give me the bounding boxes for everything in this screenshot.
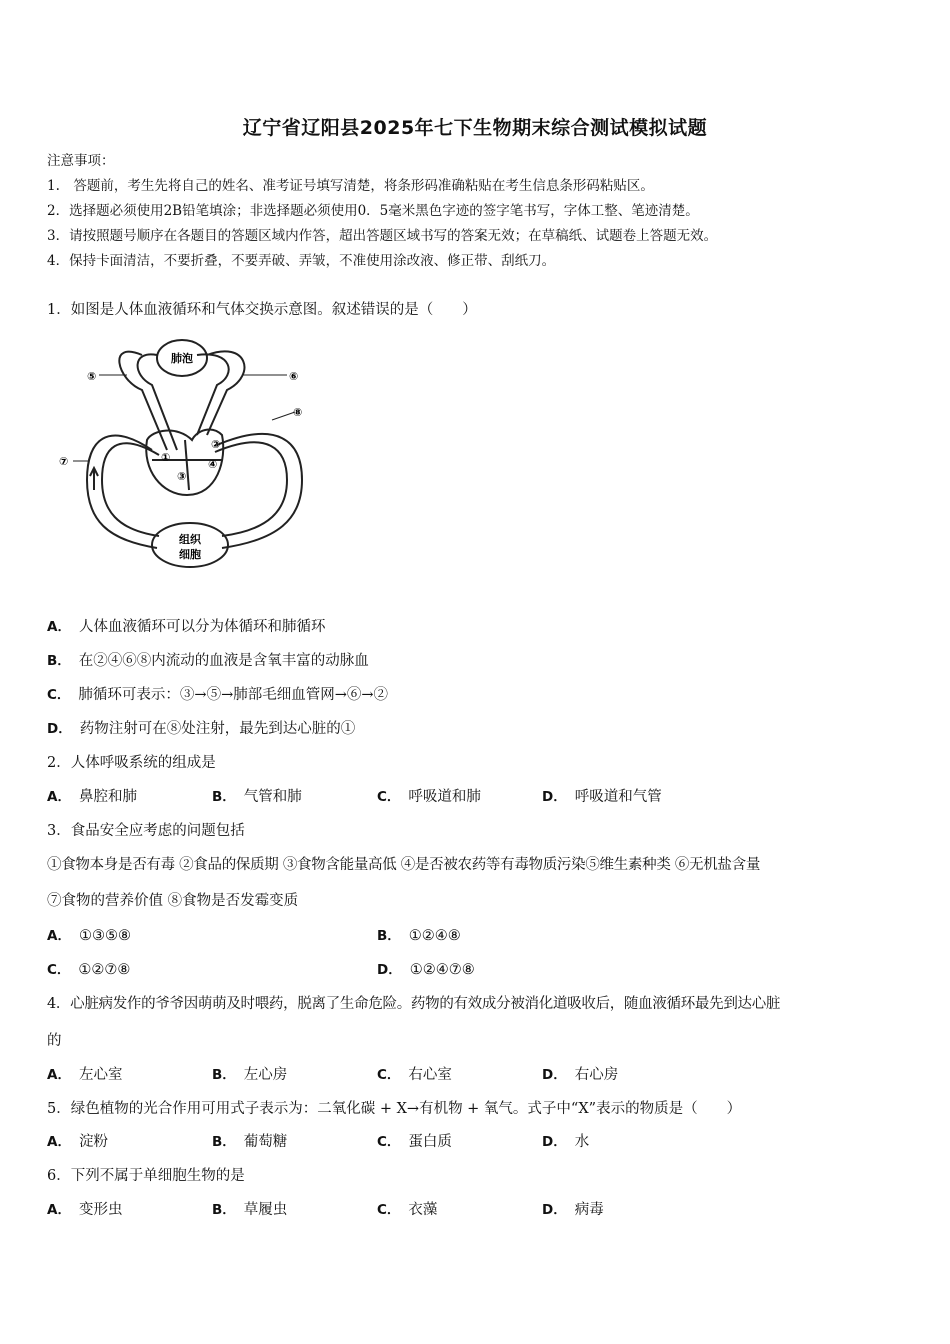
option-label: C． (47, 687, 71, 703)
option-text: 肺循环可表示：③→⑤→肺部毛细血管网→⑥→② (78, 687, 389, 703)
notice-item-1: 1. 答题前，考生先将自己的姓名、准考证号填写清楚，将条形码准确粘贴在考生信息条形码粘贴区。 (47, 178, 654, 194)
option-label: C． (377, 1202, 401, 1218)
question-6-option-c (377, 1202, 437, 1219)
option-text: 右心室 (408, 1067, 452, 1083)
question-4-option-c (377, 1067, 452, 1084)
option-label: D． (542, 1134, 567, 1150)
alveolus-label: 肺泡 (171, 352, 193, 365)
notice-heading: 注意事项： (47, 153, 115, 169)
question-4-stem: 4．心脏病发作的爷爷因萌萌及时喂药，脱离了生命危险。药物的有效成分被消化道吸收后，随血液循环最先到达心脏 (47, 996, 781, 1012)
option-label: D． (542, 1202, 567, 1218)
option-text: 蛋白质 (408, 1134, 452, 1150)
option-text: 右心房 (574, 1067, 619, 1083)
marker-6: ⑥ (289, 370, 299, 383)
question-4-option-d (542, 1067, 618, 1084)
marker-5: ⑤ (87, 370, 97, 383)
notice-item-2: 2．选择题必须使用2B铅笔填涂；非选择题必须使用0．5毫米黑色字迹的签字笔书写，字体工整、笔迹清楚。 (47, 203, 699, 219)
option-label: C． (47, 962, 71, 978)
option-label: B． (212, 1202, 236, 1218)
option-text: 在②④⑥⑧内流动的血液是含氧丰富的动脉血 (78, 653, 369, 669)
question-3-option-b (377, 928, 461, 945)
question-6-stem: 6．下列不属于单细胞生物的是 (47, 1168, 245, 1184)
page-title: 辽宁省辽阳县2025年七下生物期末综合测试模拟试题 (242, 117, 708, 139)
option-text: 左心房 (243, 1067, 288, 1083)
tissue-label-2: 细胞 (179, 548, 201, 561)
circulation-diagram (47, 330, 317, 580)
option-label: B． (212, 1134, 236, 1150)
marker-7: ⑦ (59, 455, 69, 468)
question-3-items-line-2: ⑦食物的营养价值 ⑧食物是否发霉变质 (47, 893, 299, 909)
option-text: 淀粉 (78, 1134, 108, 1150)
option-label: B． (377, 928, 401, 944)
question-4-option-a (47, 1067, 122, 1084)
option-label: A． (47, 789, 71, 805)
marker-8-line (272, 412, 295, 420)
option-text: 鼻腔和肺 (78, 789, 137, 805)
question-1-option-d (47, 721, 355, 738)
option-text: 水 (574, 1134, 590, 1150)
option-text: 病毒 (574, 1202, 604, 1218)
question-1-option-b (47, 653, 369, 670)
option-text: 左心室 (78, 1067, 123, 1083)
option-label: C． (377, 1134, 401, 1150)
option-text: 药物注射可在⑧处注射，最先到达心脏的① (79, 721, 356, 737)
option-text: 衣藻 (408, 1202, 438, 1218)
marker-3: ③ (177, 470, 187, 483)
option-label: A． (47, 928, 71, 944)
question-1-option-a (47, 619, 325, 636)
marker-2: ② (211, 438, 221, 451)
question-5-option-b (212, 1134, 287, 1151)
question-2-option-b (212, 789, 302, 806)
option-label: A． (47, 619, 71, 635)
marker-4: ④ (208, 458, 218, 471)
question-3-option-a (47, 928, 131, 945)
option-text: 变形虫 (78, 1202, 123, 1218)
tissue-label-1: 组织 (179, 533, 201, 546)
option-label: D． (377, 962, 402, 978)
question-3-items-line-1: ①食物本身是否有毒 ②食品的保质期 ③食物含能量高低 ④是否被农药等有毒物质污染⑤维生素种类 ⑥无机盐含量 (47, 857, 761, 873)
option-text: 呼吸道和肺 (408, 789, 481, 805)
option-label: A． (47, 1134, 71, 1150)
notice-item-3: 3．请按照题号顺序在各题目的答题区域内作答，超出答题区域书写的答案无效；在草稿纸、试题卷上答题无效。 (47, 228, 718, 244)
circulation-diagram-svg (47, 330, 317, 580)
option-label: D． (542, 1067, 567, 1083)
notice-item-4: 4．保持卡面清洁，不要折叠，不要弄破、弄皱，不准使用涂改液、修正带、刮纸刀。 (47, 253, 556, 269)
option-text: ①③⑤⑧ (78, 928, 131, 944)
option-label: D． (542, 789, 567, 805)
marker-1: ① (161, 451, 171, 464)
option-text: ①②⑦⑧ (78, 962, 131, 978)
question-4-stem-continued: 的 (47, 1033, 62, 1049)
option-label: C． (377, 1067, 401, 1083)
question-2-option-a (47, 789, 137, 806)
question-5-stem: 5．绿色植物的光合作用可用式子表示为：二氧化碳 + X→有机物 + 氧气。式子中“X”表示的物质是（ ） (47, 1101, 742, 1117)
question-2-option-c (377, 789, 481, 806)
question-6-option-b (212, 1202, 287, 1219)
option-text: 呼吸道和气管 (574, 789, 662, 805)
question-4-option-b (212, 1067, 287, 1084)
option-label: B． (47, 653, 71, 669)
question-6-option-d (542, 1202, 604, 1219)
question-5-option-d (542, 1134, 589, 1151)
question-2-option-d (542, 789, 662, 806)
question-3-stem: 3．食品安全应考虑的问题包括 (47, 823, 245, 839)
option-text: ①②④⑧ (408, 928, 461, 944)
question-3-option-c (47, 962, 130, 979)
marker-8: ⑧ (293, 406, 303, 419)
question-6-option-a (47, 1202, 122, 1219)
question-1-option-c (47, 687, 388, 704)
option-text: 草履虫 (243, 1202, 288, 1218)
option-label: A． (47, 1067, 71, 1083)
option-text: ①②④⑦⑧ (409, 962, 475, 978)
question-2-stem: 2．人体呼吸系统的组成是 (47, 755, 216, 771)
option-label: A． (47, 1202, 71, 1218)
option-text: 葡萄糖 (243, 1134, 288, 1150)
option-text: 人体血液循环可以分为体循环和肺循环 (78, 619, 326, 635)
question-5-option-c (377, 1134, 452, 1151)
option-label: C． (377, 789, 401, 805)
option-label: D． (47, 721, 72, 737)
option-label: B． (212, 1067, 236, 1083)
option-label: B． (212, 789, 236, 805)
question-5-option-a (47, 1134, 108, 1151)
question-1-stem: 1．如图是人体血液循环和气体交换示意图。叙述错误的是（ ） (47, 302, 477, 318)
question-3-option-d (377, 962, 475, 979)
option-text: 气管和肺 (243, 789, 302, 805)
